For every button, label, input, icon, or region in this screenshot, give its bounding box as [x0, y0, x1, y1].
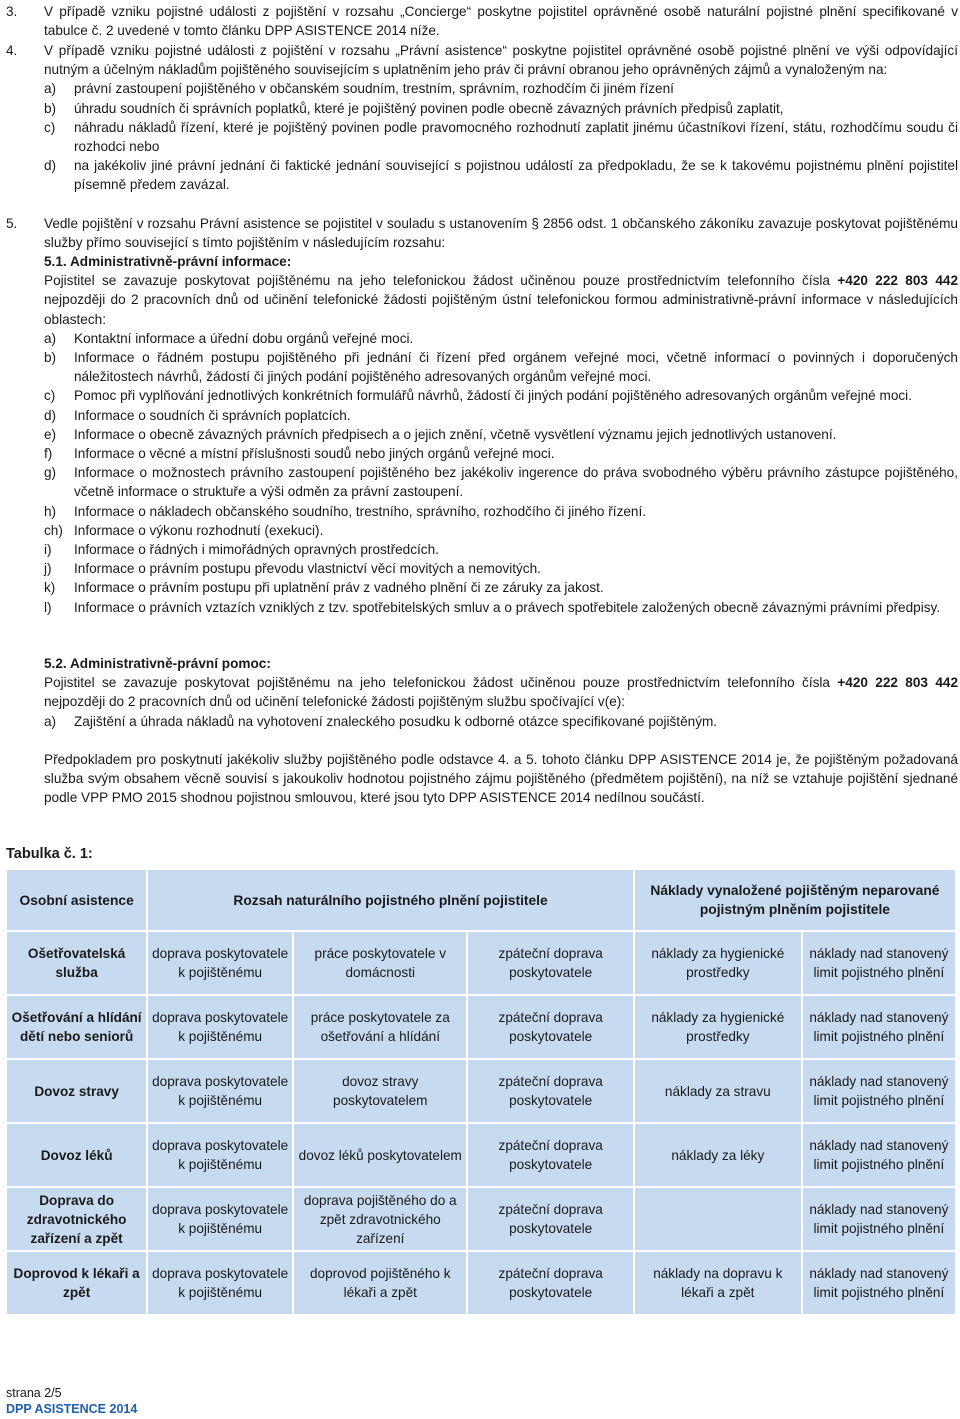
- table-cell: zpáteční doprava poskytovatele: [468, 1252, 632, 1314]
- list-item: [44, 386, 958, 405]
- list-text: Informace o výkonu rozhodnutí (exekuci).: [74, 522, 324, 538]
- table-row: [7, 996, 955, 1058]
- paragraph-4-text: V případě vzniku pojistné události z pojištění v rozsahu „Právní asistence“ poskytne pojistitel oprávněné osobě pojistné plnění ve výši odpovídající nutným a účelným nákladům pojištěného souvisejícím s uplatněním jeho práv či právní obranou jeho oprávněných zájmů a vynaloženým na:: [44, 43, 958, 78]
- list-label: i): [44, 542, 52, 558]
- table-row: [7, 1124, 955, 1186]
- closing-paragraph: Předpokladem pro poskytnutí jakékoliv služby pojištěného podle odstavce 4. a 5. tohoto článku DPP ASISTENCE 2014 je, že pojištěným požadovaná služba svým obsahem věcně souvisí s jakoukoliv hodnotou pojistného zájmu pojištěného (předmětem pojištění), na níž se vztahuje pojištění sjednané podle VPP PMO 2015 shodnou pojistnou smlouvou, které jsou tyto DPP ASISTENCE 2014 nedílnou součástí.: [44, 752, 958, 806]
- table-cell: náklady nad stanovený limit pojistného plnění: [803, 1188, 955, 1250]
- table-cell: dovoz stravy poskytovatelem: [294, 1060, 466, 1122]
- list-label: e): [44, 426, 57, 442]
- row-header-cell: Ošetřování a hlídání dětí nebo seniorů: [7, 996, 146, 1058]
- table-cell: náklady nad stanovený limit pojistného plnění: [803, 1252, 955, 1314]
- section-heading: 5.2. Administrativně-právní pomoc:: [44, 656, 271, 671]
- list-label: a): [44, 713, 57, 729]
- list-text: na jakékoliv jiné právní jednání či faktické jednání související s pojistnou událostí za předpokladu, že se k takovému pojistnému plnění pojistitel písemně předem zavázal.: [74, 158, 958, 193]
- table-row: [7, 932, 955, 994]
- table-cell: náklady za léky: [635, 1124, 801, 1186]
- table-cell: náklady nad stanovený limit pojistného plnění: [803, 932, 955, 994]
- table-cell: [635, 1188, 801, 1250]
- table-cell: náklady nad stanovený limit pojistného plnění: [803, 996, 955, 1058]
- section-intro: [44, 271, 958, 329]
- row-header-cell: Dovoz léků: [7, 1124, 146, 1186]
- row-header-cell: Dovoz stravy: [7, 1060, 146, 1122]
- list-item: [44, 521, 958, 540]
- list-label: l): [44, 599, 52, 615]
- paragraph-number: 4.: [6, 43, 18, 58]
- table-cell: zpáteční doprava poskytovatele: [468, 996, 632, 1058]
- header-cell: Rozsah naturálního pojistného plnění pojistitele: [148, 870, 633, 930]
- list-text: Informace o právním postupu převodu vlastnictví věcí movitých a nemovitých.: [74, 561, 541, 577]
- table-cell: doprava poskytovatele k pojištěnému: [148, 1060, 292, 1122]
- table-cell: náklady nad stanovený limit pojistného plnění: [803, 1060, 955, 1122]
- list-text: Zajištění a úhrada nákladů na vyhotovení znaleckého posudku k odborné otázce specifikované pojištěným.: [74, 713, 718, 729]
- section-5-2: [44, 654, 958, 731]
- list-item: [44, 425, 958, 444]
- list-label: d): [44, 407, 57, 423]
- table-cell: práce poskytovatele v domácnosti: [294, 932, 466, 994]
- list-label: k): [44, 580, 56, 596]
- table-cell: doprava pojištěného do a zpět zdravotnického zařízení: [294, 1188, 466, 1250]
- list-label: f): [44, 446, 53, 462]
- list-item: [44, 540, 958, 559]
- list-text: Informace o obecně závazných právních předpisech a o jejich znění, včetně vysvětlení významu jejich jednotlivých ustanovení.: [74, 426, 837, 442]
- table-row: [7, 1252, 955, 1314]
- table-cell: náklady za hygienické prostředky: [635, 996, 801, 1058]
- coverage-table: [5, 868, 957, 1316]
- list-item: [44, 99, 958, 118]
- list-label: c): [44, 388, 56, 404]
- list-text: úhradu soudních či správních poplatků, které je pojištěný povinen podle obecně závazných právních předpisů zaplatit,: [74, 100, 784, 116]
- table-cell: náklady za hygienické prostředky: [635, 932, 801, 994]
- page-number: strana 2/5: [6, 1386, 62, 1400]
- list-text: náhradu nákladů řízení, které je pojištěný povinen podle pravomocného rozhodnutí zaplatit jinému účastníkovi řízení, státu, rozhodčímu soudu či rozhodci nebo: [74, 119, 958, 155]
- table-cell: zpáteční doprava poskytovatele: [468, 1060, 632, 1122]
- paragraph-5: Vedle pojištění v rozsahu Právní asistence se pojistitel v souladu s ustanovením § 2856 odst. 1 občanského zákoníku zavazuje poskytovat pojištěnému služby přímo související s tímto pojištěním v následujícím rozsahu:: [44, 216, 958, 251]
- table-cell: doprava poskytovatele k pojištěnému: [148, 1124, 292, 1186]
- list-item: [44, 348, 958, 386]
- intro-text: Pojistitel se zavazuje poskytovat pojištěnému na jeho telefonickou žádost učiněnou pouze prostřednictvím telefonního čísla: [44, 675, 830, 691]
- paragraph-4: [44, 41, 958, 195]
- table-cell: doprovod pojištěného k lékaři a zpět: [294, 1252, 466, 1314]
- paragraph-number: 3.: [6, 4, 18, 19]
- list-text: Informace o právních vztazích vzniklých z tzv. spotřebitelských smluv a o právech spotřebitele založených obecně závaznými právními předpisy.: [74, 599, 941, 615]
- row-header-cell: Doprovod k lékaři a zpět: [7, 1252, 146, 1314]
- list-item: [44, 712, 958, 731]
- list-label: d): [44, 158, 57, 174]
- table-title: Tabulka č. 1:: [6, 846, 93, 862]
- header-cell: Osobní asistence: [7, 870, 146, 930]
- list-item: [44, 598, 958, 617]
- table-row: [7, 1188, 955, 1250]
- row-header-cell: Doprava do zdravotnického zařízení a zpět: [7, 1188, 146, 1250]
- list-item: [44, 406, 958, 425]
- paragraph-3: V případě vzniku pojistné události z pojištění v rozsahu „Concierge“ poskytne pojistitel oprávněné osobě naturální pojistné plnění specifikované v tabulce č. 2 uvedené v tomto článku DPP ASISTENCE 2014 níže.: [44, 4, 958, 39]
- list-text: Informace o soudních či správních poplatcích.: [74, 407, 351, 423]
- section-intro: [44, 673, 958, 711]
- section-heading-text: 5.1. Administrativně-právní informace:: [44, 254, 292, 269]
- phone-number: +420 222 803 442: [837, 273, 958, 289]
- table-cell: náklady za stravu: [635, 1060, 801, 1122]
- list-item: [44, 444, 958, 463]
- list-label: b): [44, 100, 57, 116]
- list-label: b): [44, 350, 57, 366]
- table-cell: zpáteční doprava poskytovatele: [468, 1188, 632, 1250]
- intro-text: Pojistitel se zavazuje poskytovat pojištěnému na jeho telefonickou žádost učiněnou pouze prostřednictvím telefonního čísla: [44, 273, 830, 289]
- row-header-cell: Ošetřovatelská služba: [7, 932, 146, 994]
- footer-document-name: DPP ASISTENCE 2014: [6, 1402, 138, 1416]
- section-5-1: [44, 252, 958, 617]
- list-text: Informace o věcné a místní příslušnosti soudů nebo jiných orgánů veřejné moci.: [74, 446, 555, 462]
- list-text: Pomoc při vyplňování jednotlivých konkrétních formulářů návrhů, žádostí či jiných podání pojištěného adresovaných orgánům veřejné moci.: [74, 388, 912, 404]
- list-text: Informace o řádných i mimořádných opravných prostředcích.: [74, 542, 439, 558]
- list-text: právní zastoupení pojištěného v občanském soudním, trestním, správním, rozhodčím či jiném řízení: [74, 81, 674, 97]
- table-cell: náklady nad stanovený limit pojistného plnění: [803, 1124, 955, 1186]
- list-label: g): [44, 465, 57, 481]
- list-item: [44, 559, 958, 578]
- list-text: Informace o řádném postupu pojištěného při jednání či řízení před orgánem veřejné moci, včetně informací o povinných i doporučených náležitostech návrhů, žádostí či jiných podání pojištěného adresovaných orgánům veřejné moci.: [74, 350, 958, 385]
- list-item: [44, 156, 958, 194]
- section-heading: [44, 252, 958, 271]
- intro-text-continued: nejpozději do 2 pracovních dnů od učinění telefonické žádosti pojištěným ústní telefonickou formou administrativně-právní informace v následujících oblastech:: [44, 292, 958, 327]
- list-label: j): [44, 561, 52, 577]
- list-item: [44, 79, 958, 98]
- table-cell: doprava poskytovatele k pojištěnému: [148, 1188, 292, 1250]
- list-label: a): [44, 330, 57, 346]
- table-cell: doprava poskytovatele k pojištěnému: [148, 996, 292, 1058]
- list-item: [44, 578, 958, 597]
- header-cell: Náklady vynaložené pojištěným neparované pojistným plněním pojistitele: [635, 870, 955, 930]
- table-row: [7, 1060, 955, 1122]
- list-item: [44, 502, 958, 521]
- list-text: Informace o možnostech právního zastoupení pojištěného bez jakékoliv ingerence do práva svobodného výběru právního zástupce pojištěného, včetně informace o struktuře a výši odměn za právní zastoupení.: [74, 465, 958, 500]
- list-label: a): [44, 81, 57, 97]
- list-item: [44, 329, 958, 348]
- table-cell: doprava poskytovatele k pojištěnému: [148, 1252, 292, 1314]
- paragraph-number: 5.: [6, 216, 18, 231]
- list-label: c): [44, 119, 56, 135]
- table-cell: doprava poskytovatele k pojištěnému: [148, 932, 292, 994]
- table-header-row: [7, 870, 955, 930]
- intro-text-continued: nejpozději do 2 pracovních dnů od učinění telefonické žádosti pojištěným službu spočívající v(e):: [44, 694, 626, 710]
- list-label: h): [44, 503, 57, 519]
- list-label: ch): [44, 522, 63, 538]
- list-item: [44, 463, 958, 501]
- table-cell: práce poskytovatele za ošetřování a hlídání: [294, 996, 466, 1058]
- list-text: Informace o právním postupu při uplatnění práv z vadného plnění či ze záruky za jakost.: [74, 580, 604, 596]
- list-item: [44, 118, 958, 156]
- list-text: Informace o nákladech občanského soudního, trestního, správního, rozhodčího či jiného řízení.: [74, 503, 647, 519]
- table-cell: dovoz léků poskytovatelem: [294, 1124, 466, 1186]
- list-text: Kontaktní informace a úřední dobu orgánů veřejné moci.: [74, 330, 414, 346]
- table-cell: zpáteční doprava poskytovatele: [468, 1124, 632, 1186]
- phone-number: +420 222 803 442: [837, 675, 958, 691]
- table-cell: zpáteční doprava poskytovatele: [468, 932, 632, 994]
- table-cell: náklady na dopravu k lékaři a zpět: [635, 1252, 801, 1314]
